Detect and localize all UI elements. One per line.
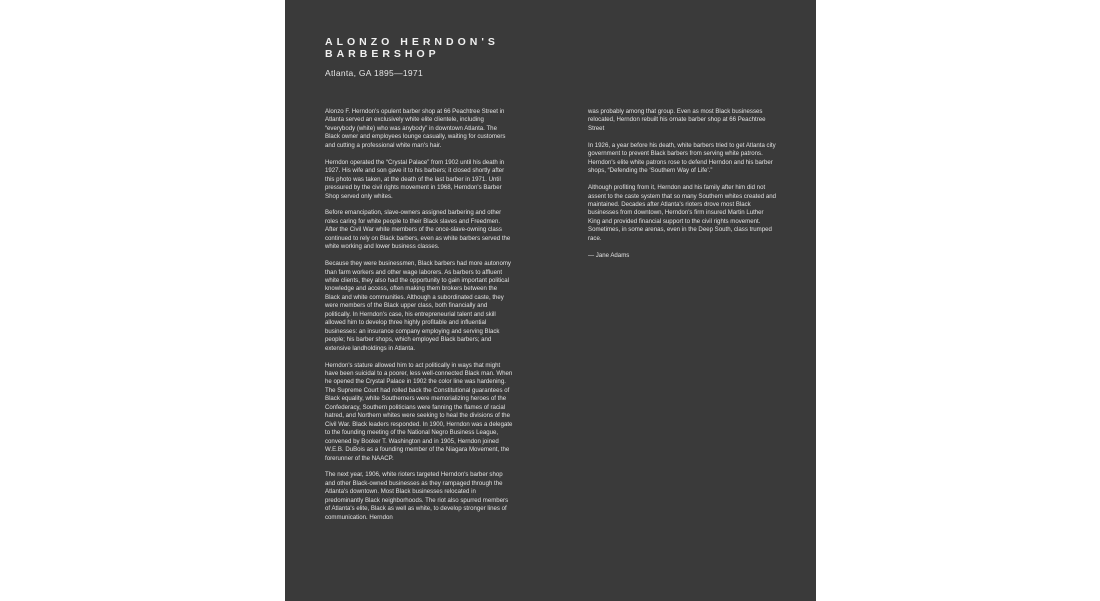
- author-signature: — Jane Adams: [588, 251, 630, 259]
- paragraph: Herndon operated the “Crystal Palace” from 1902 until his death in 1927. His wife and son gave it to his barbers; it closed shortly after this photo was taken, at the death of the last barber in 1971. Until pressured by the civil rights movement in 1968, Herndon's Barber Shop served only whites.: [325, 158, 505, 200]
- left-column: [325, 108, 513, 531]
- paragraph: The next year, 1906, white rioters targeted Herndon's barber shop and other Black-owned businesses as they rampaged through the Atlanta's downtown. Most Black businesses relocated in predominantly Black neighborhoods. The riot also spurred members of Atlanta's elite, Black as well as white, to develop stronger lines of communication. Herndon: [325, 471, 509, 521]
- page-title: [325, 37, 499, 60]
- paragraph: Before emancipation, slave-owners assigned barbering and other roles caring for white people to their Black slaves and Freedmen. After the Civil War white members of the once-slave-owning class continued to rely on Black barbers, even as white barbers served the white working and lower business classes.: [325, 209, 511, 251]
- document-page: [285, 0, 816, 601]
- paragraph: In 1926, a year before his death, white barbers tried to get Atlanta city government to prevent Black barbers from serving white patrons. Herndon's elite white patrons rose to defend Herndon and his barber shops, “Defending the ‘Southern Way of Life’.”: [588, 141, 776, 175]
- paragraph: was probably among that group. Even as most Black businesses relocated, Herndon rebuilt his ornate barber shop at 66 Peachtree Street: [588, 108, 766, 132]
- paragraph: Alonzo F. Herndon's opulent barber shop at 66 Peachtree Street in Atlanta served an exclusively white elite clientele, including “everybody (white) who was anybody” in downtown Atlanta. The Black owner and employees lounge casually, waiting for customers and cutting a professional white man's hair.: [325, 108, 506, 149]
- right-column: [588, 108, 776, 269]
- title-line-2: BARBERSHOP: [325, 47, 440, 60]
- location-dates: Atlanta, GA 1895—1971: [325, 68, 423, 78]
- paragraph: Herndon's stature allowed him to act politically in ways that might have been suicidal to a poorer, less well-connected Black man. When he opened the Crystal Palace in 1902 the color line was hardening. The Supreme Court had rolled back the Constitutional guarantees of Black equality, white Southerners were memorializing heroes of the Confederacy, Southern politicians were fanning the flames of racial hatred, and Northern whites were seeking to heal the divisions of the Civil War. Black leaders responded. In 1900, Herndon was a delegate to the founding meeting of the National Negro Business League, convened by Booker T. Washington and in 1905, Herndon joined W.E.B. DuBois as a founding member of the Niagara Movement, the forerunner of the NAACP.: [325, 361, 513, 462]
- title-line-1: ALONZO HERNDON'S: [325, 36, 499, 48]
- paragraph: Although profiting from it, Herndon and his family after him did not assent to the caste system that so many Southern whites created and maintained. Decades after Atlanta's rioters drove most Black businesses from downtown, Herndon's firm insured Martin Luther King and provided financial support to the civil rights movement. Sometimes, in some arenas, even in the Deep South, class trumped race.: [588, 184, 776, 242]
- paragraph: Because they were businessmen, Black barbers had more autonomy than farm workers and other wage laborers. As barbers to affluent white clients, they also had the opportunity to gain important political knowledge and access, often making them brokers between the Black and white communities. Although a subordinated caste, they were members of the Black upper class, both financially and politically. In Herndon's case, his entrepreneurial talent and skill allowed him to develop three highly profitable and influential businesses: an insurance company employing and serving Black people; his barber shops, which employed Black barbers; and extensive landholdings in Atlanta.: [325, 260, 511, 352]
